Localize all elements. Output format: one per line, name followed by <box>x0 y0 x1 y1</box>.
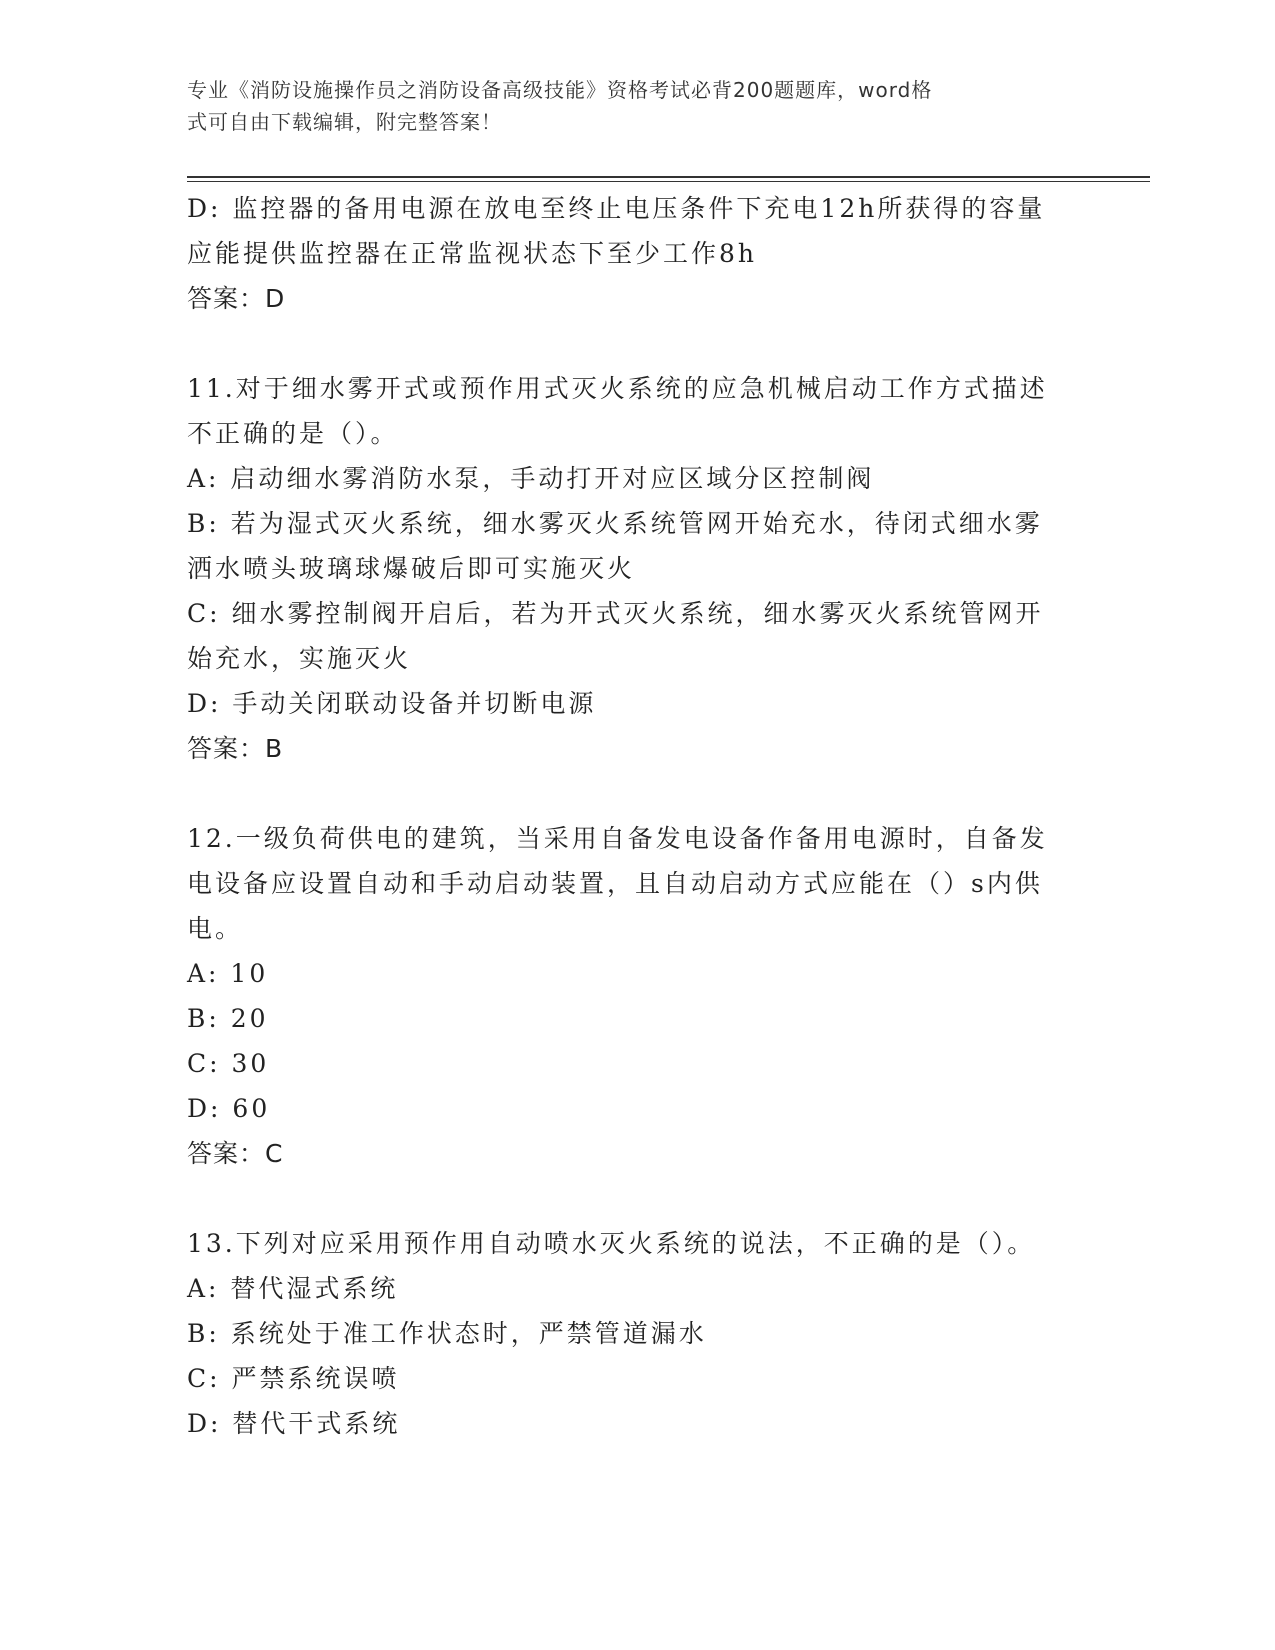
option-d: D: 60 <box>187 1094 271 1123</box>
option-c-line-1: C: 细水雾控制阀开启后，若为开式灭火系统，细水雾灭火系统管网开 <box>187 599 1044 628</box>
question-13 <box>187 1221 1087 1446</box>
option-d-line-2: 应能提供监控器在正常监视状态下至少工作8h <box>187 239 758 268</box>
header-line-1: 专业《消防设施操作员之消防设备高级技能》资格考试必背200题题库，word格 <box>187 78 933 102</box>
option-a: A: 启动细水雾消防水泵，手动打开对应区域分区控制阀 <box>187 464 875 493</box>
option-d: D: 手动关闭联动设备并切断电源 <box>187 689 597 718</box>
document-body <box>187 186 1087 1446</box>
question-stem-line-1: 13.下列对应采用预作用自动喷水灭火系统的说法，不正确的是（）。 <box>187 1229 1036 1258</box>
question-stem-line-1: 11.对于细水雾开式或预作用式灭火系统的应急机械启动工作方式描述 <box>187 374 1048 403</box>
document-header <box>187 74 1067 138</box>
option-a: A: 10 <box>187 959 269 988</box>
question-stem-line-2: 不正确的是（）。 <box>187 419 399 448</box>
answer-12: 答案：C <box>187 1139 284 1168</box>
option-b: B: 系统处于准工作状态时，严禁管道漏水 <box>187 1319 707 1348</box>
option-b-line-2: 洒水喷头玻璃球爆破后即可实施灭火 <box>187 554 636 583</box>
answer-11: 答案：B <box>187 734 284 763</box>
option-b-line-1: B: 若为湿式灭火系统，细水雾灭火系统管网开始充水，待闭式细水雾 <box>187 509 1043 538</box>
question-stem-line-2: 电设备应设置自动和手动启动装置，且自动启动方式应能在（）s内供 <box>187 869 1043 898</box>
answer-10: 答案：D <box>187 284 286 313</box>
header-divider-thick <box>187 176 1150 178</box>
question-11 <box>187 366 1087 771</box>
header-line-2: 式可自由下载编辑，附完整答案！ <box>187 110 502 134</box>
header-divider-thin <box>187 181 1150 182</box>
option-d: D: 替代干式系统 <box>187 1409 401 1438</box>
option-c: C: 30 <box>187 1049 270 1078</box>
question-10-tail <box>187 186 1087 321</box>
option-c: C: 严禁系统误喷 <box>187 1364 400 1393</box>
question-stem-line-3: 电。 <box>187 914 244 943</box>
option-a: A: 替代湿式系统 <box>187 1274 399 1303</box>
option-b: B: 20 <box>187 1004 269 1033</box>
option-c-line-2: 始充水，实施灭火 <box>187 644 412 673</box>
option-d-line-1: D: 监控器的备用电源在放电至终止电压条件下充电12h所获得的容量 <box>187 194 1046 223</box>
question-12 <box>187 816 1087 1176</box>
question-stem-line-1: 12.一级负荷供电的建筑，当采用自备发电设备作备用电源时，自备发 <box>187 824 1048 853</box>
